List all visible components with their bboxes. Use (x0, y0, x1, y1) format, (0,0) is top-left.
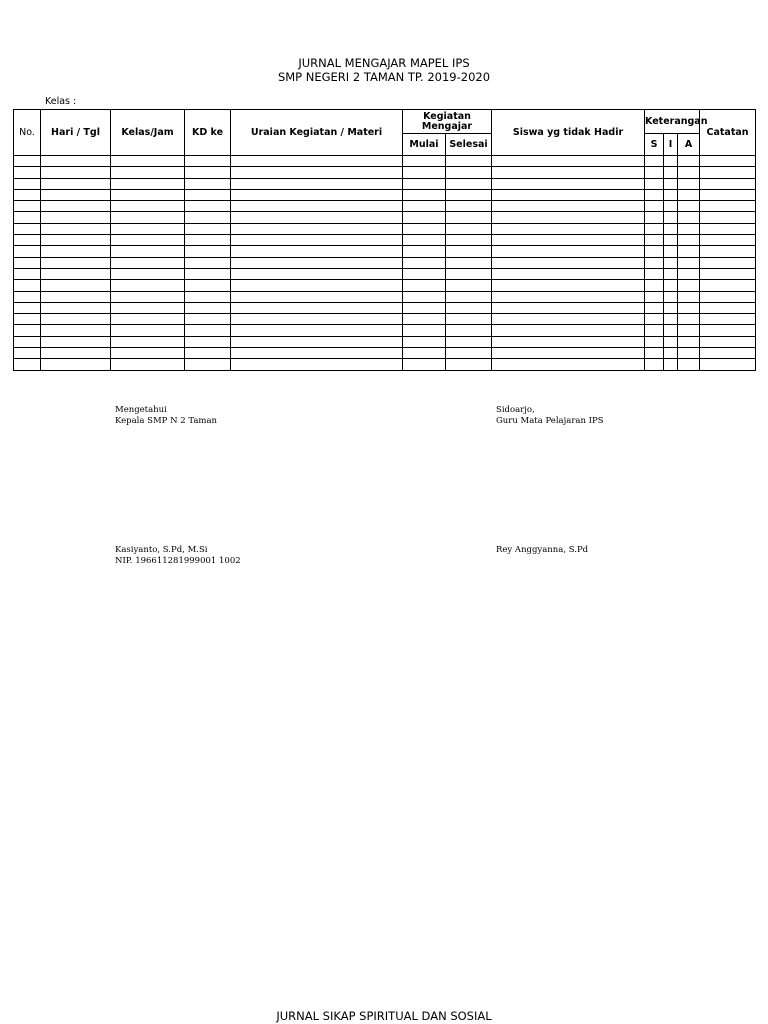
table-cell (403, 325, 446, 336)
table-cell (185, 189, 231, 200)
table-cell (231, 280, 403, 291)
table-row (14, 167, 756, 178)
table-cell (700, 302, 756, 313)
table-row (14, 178, 756, 189)
table-cell (700, 268, 756, 279)
table-cell (492, 359, 645, 370)
table-cell (645, 246, 664, 257)
table-cell (664, 212, 678, 223)
table-cell (664, 348, 678, 359)
table-cell (678, 212, 700, 223)
table-cell (231, 291, 403, 302)
table-cell (678, 359, 700, 370)
table-cell (700, 246, 756, 257)
table-cell (664, 167, 678, 178)
table-cell (645, 336, 664, 347)
table-cell (492, 325, 645, 336)
table-cell (446, 302, 492, 313)
left-signature-block (115, 405, 217, 427)
table-row (14, 212, 756, 223)
table-cell (700, 223, 756, 234)
table-cell (678, 268, 700, 279)
table-cell (492, 314, 645, 325)
table-cell (403, 178, 446, 189)
header-uraian: Uraian Kegiatan / Materi (231, 110, 403, 156)
table-row (14, 235, 756, 246)
table-cell (664, 325, 678, 336)
table-cell (664, 291, 678, 302)
table-cell (645, 189, 664, 200)
table-cell (446, 257, 492, 268)
table-row (14, 246, 756, 257)
table-cell (231, 268, 403, 279)
table-cell (14, 280, 41, 291)
table-cell (700, 156, 756, 167)
table-cell (111, 302, 185, 313)
mengetahui-label: Mengetahui (115, 405, 167, 415)
table-cell (185, 359, 231, 370)
table-cell (664, 156, 678, 167)
header-kelas-jam: Kelas/Jam (111, 110, 185, 156)
table-cell (111, 167, 185, 178)
table-cell (678, 325, 700, 336)
table-cell (231, 235, 403, 246)
table-cell (700, 280, 756, 291)
header-siswa-tidak-hadir: Siswa yg tidak Hadir (492, 110, 645, 156)
table-cell (231, 348, 403, 359)
table-cell (678, 336, 700, 347)
table-cell (664, 189, 678, 200)
table-cell (492, 201, 645, 212)
table-cell (678, 314, 700, 325)
table-cell (185, 302, 231, 313)
table-cell (678, 167, 700, 178)
table-cell (14, 167, 41, 178)
table-cell (403, 201, 446, 212)
table-cell (645, 212, 664, 223)
table-cell (446, 268, 492, 279)
table-cell (14, 314, 41, 325)
table-cell (403, 257, 446, 268)
table-cell (492, 336, 645, 347)
table-cell (645, 280, 664, 291)
table-row (14, 189, 756, 200)
table-cell (14, 223, 41, 234)
table-row (14, 257, 756, 268)
table-cell (678, 348, 700, 359)
table-cell (41, 235, 111, 246)
table-cell (446, 336, 492, 347)
table-cell (700, 212, 756, 223)
right-signatory (496, 545, 588, 556)
table-cell (111, 212, 185, 223)
header-kd-ke: KD ke (185, 110, 231, 156)
guru-label: Guru Mata Pelajaran IPS (496, 416, 604, 426)
table-row (14, 314, 756, 325)
table-cell (645, 178, 664, 189)
table-cell (403, 291, 446, 302)
header-no: No. (14, 110, 41, 156)
table-cell (678, 257, 700, 268)
table-cell (645, 268, 664, 279)
table-cell (231, 246, 403, 257)
table-cell (111, 257, 185, 268)
table-cell (700, 201, 756, 212)
table-cell (492, 268, 645, 279)
table-cell (231, 302, 403, 313)
table-cell (645, 359, 664, 370)
table-cell (403, 156, 446, 167)
table-cell (231, 359, 403, 370)
table-cell (492, 246, 645, 257)
table-cell (664, 302, 678, 313)
table-cell (700, 257, 756, 268)
table-cell (185, 336, 231, 347)
table-cell (14, 246, 41, 257)
kelas-label: Kelas : (45, 96, 77, 107)
school-year-title: SMP NEGERI 2 TAMAN TP. 2019-2020 (277, 70, 491, 84)
table-cell (446, 212, 492, 223)
table-cell (664, 246, 678, 257)
table-cell (492, 223, 645, 234)
table-row (14, 325, 756, 336)
table-cell (678, 246, 700, 257)
table-cell (446, 178, 492, 189)
kepala-sekolah-nip: NIP. 196611281999001 1002 (115, 556, 241, 566)
table-cell (185, 167, 231, 178)
table-cell (111, 325, 185, 336)
table-cell (492, 302, 645, 313)
table-cell (403, 212, 446, 223)
table-cell (185, 201, 231, 212)
table-cell (41, 359, 111, 370)
table-cell (14, 291, 41, 302)
table-cell (678, 156, 700, 167)
table-cell (492, 156, 645, 167)
table-cell (231, 212, 403, 223)
table-cell (446, 314, 492, 325)
table-cell (446, 280, 492, 291)
table-cell (111, 268, 185, 279)
table-cell (231, 156, 403, 167)
table-cell (446, 246, 492, 257)
table-cell (231, 314, 403, 325)
journal-table (13, 109, 756, 371)
table-cell (185, 314, 231, 325)
header-i: I (664, 134, 678, 156)
table-cell (645, 235, 664, 246)
table-cell (41, 246, 111, 257)
kepala-sekolah-label: Kepala SMP N 2 Taman (115, 416, 218, 426)
table-cell (403, 359, 446, 370)
header-hari-tgl: Hari / Tgl (41, 110, 111, 156)
table-cell (645, 167, 664, 178)
table-cell (185, 280, 231, 291)
table-cell (678, 235, 700, 246)
table-cell (41, 156, 111, 167)
table-cell (14, 257, 41, 268)
table-cell (14, 268, 41, 279)
table-cell (664, 235, 678, 246)
table-cell (664, 359, 678, 370)
table-cell (678, 189, 700, 200)
table-cell (492, 280, 645, 291)
table-cell (645, 201, 664, 212)
table-cell (700, 178, 756, 189)
table-cell (231, 189, 403, 200)
table-cell (700, 348, 756, 359)
table-cell (700, 167, 756, 178)
table-cell (111, 178, 185, 189)
header-mulai: Mulai (403, 134, 446, 156)
table-cell (403, 336, 446, 347)
table-cell (231, 257, 403, 268)
table-cell (185, 212, 231, 223)
table-cell (492, 212, 645, 223)
table-cell (446, 325, 492, 336)
table-cell (41, 189, 111, 200)
table-cell (185, 325, 231, 336)
table-cell (492, 257, 645, 268)
table-cell (664, 268, 678, 279)
table-cell (403, 235, 446, 246)
table-row (14, 359, 756, 370)
table-cell (111, 223, 185, 234)
header-s: S (645, 134, 664, 156)
table-cell (231, 223, 403, 234)
table-cell (446, 223, 492, 234)
left-signatory (115, 545, 241, 567)
table-cell (492, 291, 645, 302)
table-cell (41, 167, 111, 178)
table-cell (403, 280, 446, 291)
table-cell (185, 178, 231, 189)
table-row (14, 348, 756, 359)
table-cell (446, 189, 492, 200)
table-cell (492, 189, 645, 200)
table-cell (645, 291, 664, 302)
table-cell (111, 201, 185, 212)
table-cell (678, 280, 700, 291)
table-cell (41, 201, 111, 212)
table-cell (185, 268, 231, 279)
table-cell (678, 302, 700, 313)
table-cell (700, 314, 756, 325)
header-a: A (678, 134, 700, 156)
table-cell (403, 268, 446, 279)
table-cell (700, 325, 756, 336)
table-cell (446, 201, 492, 212)
table-cell (185, 246, 231, 257)
table-cell (645, 257, 664, 268)
table-cell (14, 325, 41, 336)
table-cell (14, 359, 41, 370)
table-cell (111, 291, 185, 302)
table-cell (645, 314, 664, 325)
table-cell (14, 201, 41, 212)
table-cell (185, 235, 231, 246)
header-kegiatan-mengajar: Kegiatan Mengajar (403, 110, 492, 134)
table-cell (446, 167, 492, 178)
table-cell (41, 348, 111, 359)
table-cell (700, 291, 756, 302)
table-cell (678, 178, 700, 189)
table-cell (645, 302, 664, 313)
table-cell (645, 348, 664, 359)
table-cell (700, 336, 756, 347)
table-cell (446, 235, 492, 246)
table-cell (41, 302, 111, 313)
table-cell (664, 257, 678, 268)
table-cell (492, 167, 645, 178)
table-cell (41, 336, 111, 347)
table-cell (403, 314, 446, 325)
table-cell (645, 156, 664, 167)
table-row (14, 336, 756, 347)
next-page-title: JURNAL SIKAP SPIRITUAL DAN SOSIAL (276, 1009, 492, 1023)
table-cell (41, 325, 111, 336)
table-cell (446, 359, 492, 370)
table-cell (492, 178, 645, 189)
table-cell (664, 201, 678, 212)
table-cell (664, 336, 678, 347)
table-cell (664, 178, 678, 189)
table-cell (14, 302, 41, 313)
table-row (14, 280, 756, 291)
table-row (14, 268, 756, 279)
table-cell (185, 291, 231, 302)
table-cell (41, 212, 111, 223)
table-cell (14, 178, 41, 189)
table-cell (111, 359, 185, 370)
table-cell (111, 246, 185, 257)
table-cell (14, 212, 41, 223)
table-cell (185, 223, 231, 234)
table-cell (14, 348, 41, 359)
table-cell (700, 359, 756, 370)
table-row (14, 302, 756, 313)
header-keterangan: Keterangan (645, 110, 700, 134)
journal-title: JURNAL MENGAJAR MAPEL IPS (298, 56, 470, 70)
table-cell (492, 235, 645, 246)
table-cell (231, 325, 403, 336)
table-row (14, 223, 756, 234)
table-cell (111, 314, 185, 325)
table-cell (111, 235, 185, 246)
table-cell (700, 235, 756, 246)
table-cell (231, 201, 403, 212)
header-selesai: Selesai (446, 134, 492, 156)
table-cell (41, 291, 111, 302)
table-cell (403, 246, 446, 257)
table-cell (664, 314, 678, 325)
table-cell (678, 223, 700, 234)
table-cell (403, 167, 446, 178)
table-cell (111, 336, 185, 347)
table-cell (41, 223, 111, 234)
table-cell (41, 280, 111, 291)
table-cell (41, 257, 111, 268)
table-cell (41, 178, 111, 189)
table-cell (403, 223, 446, 234)
kepala-sekolah-name: Kasiyanto, S.Pd, M.Si (115, 545, 208, 555)
table-cell (14, 336, 41, 347)
table-cell (678, 291, 700, 302)
table-cell (403, 302, 446, 313)
table-cell (185, 257, 231, 268)
table-cell (111, 156, 185, 167)
table-cell (111, 189, 185, 200)
table-cell (446, 291, 492, 302)
table-cell (14, 156, 41, 167)
right-signature-block (496, 405, 604, 427)
journal-body (14, 156, 756, 371)
table-cell (664, 280, 678, 291)
table-cell (231, 167, 403, 178)
table-cell (446, 156, 492, 167)
table-cell (14, 235, 41, 246)
table-cell (111, 348, 185, 359)
table-cell (700, 189, 756, 200)
table-cell (446, 348, 492, 359)
table-cell (403, 348, 446, 359)
guru-name: Rey Anggyanna, S.Pd (496, 545, 589, 555)
table-cell (645, 223, 664, 234)
table-row (14, 201, 756, 212)
table-row (14, 291, 756, 302)
table-row (14, 156, 756, 167)
place-date-label: Sidoarjo, (496, 405, 535, 415)
header-catatan: Catatan (700, 110, 756, 156)
table-cell (14, 189, 41, 200)
table-cell (403, 189, 446, 200)
table-cell (111, 280, 185, 291)
table-cell (231, 336, 403, 347)
table-cell (41, 268, 111, 279)
table-cell (664, 223, 678, 234)
table-cell (185, 348, 231, 359)
table-cell (185, 156, 231, 167)
table-cell (41, 314, 111, 325)
table-cell (678, 201, 700, 212)
table-cell (645, 325, 664, 336)
table-cell (231, 178, 403, 189)
table-cell (492, 348, 645, 359)
